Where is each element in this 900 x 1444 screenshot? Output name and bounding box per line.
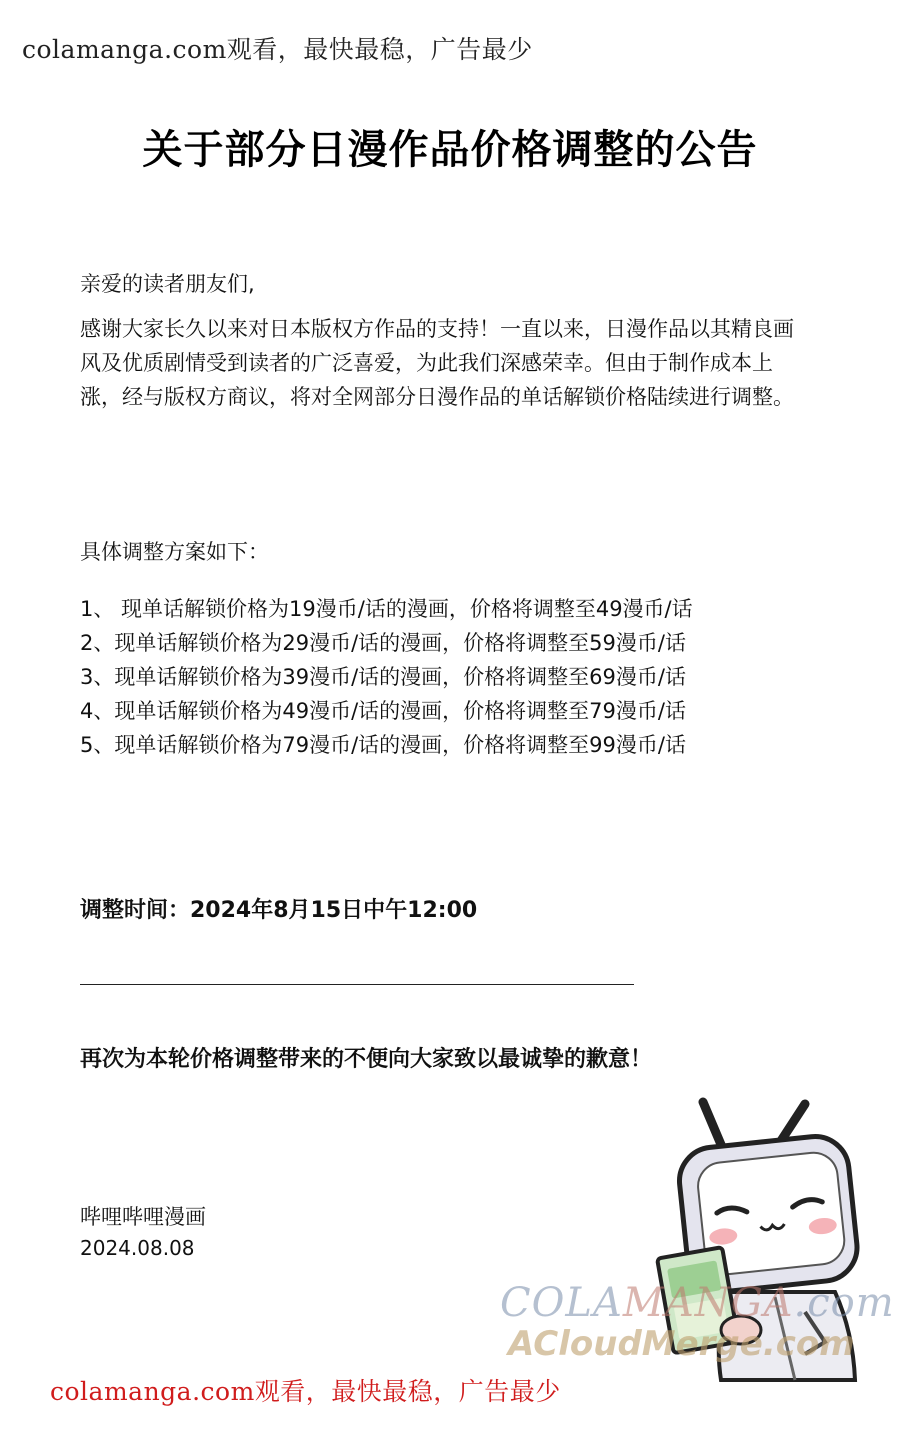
plan-item: 4、现单话解锁价格为49漫币/话的漫画，价格将调整至79漫币/话 (80, 699, 686, 723)
site-logo-part: COLA (500, 1280, 623, 1326)
intro-paragraph: 感谢大家长久以来对日本版权方作品的支持！一直以来，日漫作品以其精良画风及优质剧情受到读者的广泛喜爱，为此我们深感荣幸。但由于制作成本上涨，经与版权方商议，将对全网部分日漫作品的单话解锁价格陆续进行调整。 (80, 317, 794, 409)
signature-name: 哔哩哔哩漫画 (80, 1205, 206, 1229)
site-logo-watermark (500, 1280, 895, 1326)
plan-list (80, 592, 693, 762)
adjustment-time: 调整时间：2024年8月15日中午12:00 (80, 898, 478, 923)
bottom-watermark: colamanga.com观看，最快最稳，广告最少 (50, 1377, 561, 1406)
mirror-site-watermark: ACloudMerge.com (508, 1324, 855, 1364)
plan-item: 2、现单话解锁价格为29漫币/话的漫画，价格将调整至59漫币/话 (80, 631, 686, 655)
plan-item: 5、现单话解锁价格为79漫币/话的漫画，价格将调整至99漫币/话 (80, 733, 686, 757)
site-logo-part: .com (793, 1280, 895, 1326)
divider (80, 984, 634, 985)
plan-item: 3、现单话解锁价格为39漫币/话的漫画，价格将调整至69漫币/话 (80, 665, 686, 689)
greeting: 亲爱的读者朋友们, (80, 272, 255, 296)
signature-date: 2024.08.08 (80, 1236, 195, 1260)
top-watermark: colamanga.com观看，最快最稳，广告最少 (22, 35, 533, 64)
page-title: 关于部分日漫作品价格调整的公告 (142, 127, 758, 173)
plan-heading: 具体调整方案如下： (80, 540, 269, 564)
site-logo-part: MANGA (622, 1280, 794, 1326)
apology-text: 再次为本轮价格调整带来的不便向大家致以最诚挚的歉意！ (80, 1047, 653, 1072)
plan-item: 1、 现单话解锁价格为19漫币/话的漫画，价格将调整至49漫币/话 (80, 597, 693, 621)
